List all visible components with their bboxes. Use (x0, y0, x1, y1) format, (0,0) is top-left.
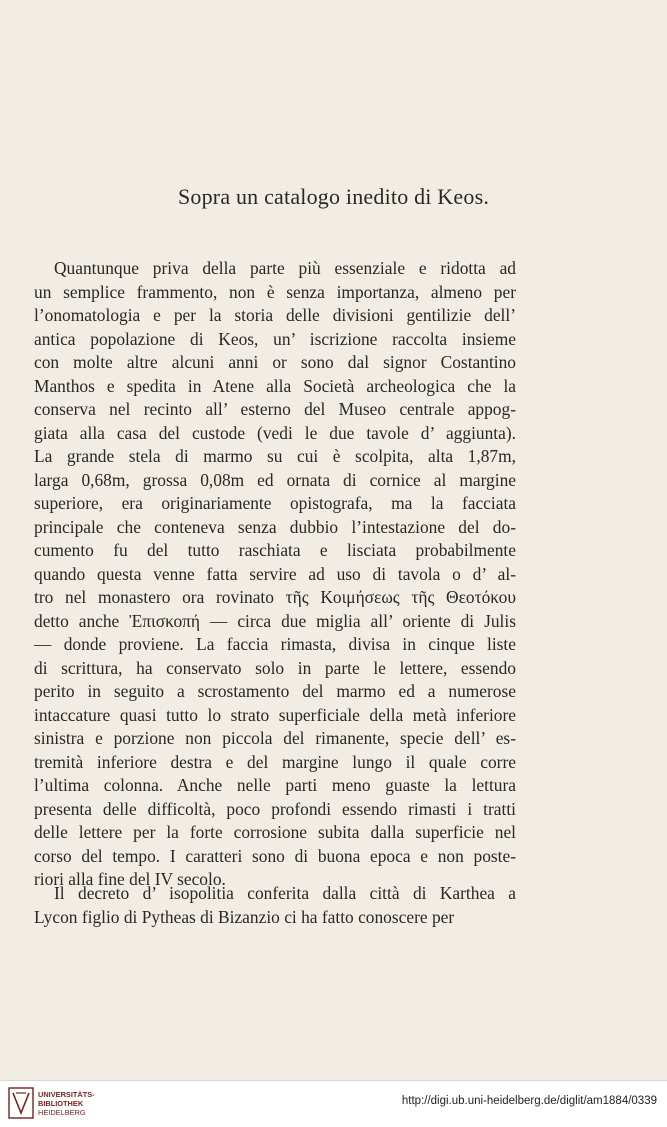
text-line: conserva nel recinto all’ esterno del Museo centrale appog- (34, 399, 516, 419)
text-line: con molte altre alcuni anni or sono dal signor Costantino (34, 352, 516, 372)
article-title: Sopra un catalogo inedito di Keos. (177, 184, 490, 209)
faint-show-through-mark (500, 54, 534, 66)
library-line-1: UNIVERSITÄTS- (38, 1090, 95, 1099)
text-line: tremità inferiore destra e del margine lungo il quale corre (34, 751, 516, 772)
text-line: antica popolazione di Keos, un’ iscrizione raccolta insieme (34, 328, 516, 349)
text-line: larga 0,68m, grossa 0,08m ed ornata di cornice al margine (34, 469, 516, 490)
text-line: tro nel monastero ora rovinato τῆς Κοιμήσεως τῆς Θεοτόκου (34, 587, 516, 607)
footer-divider (0, 1080, 667, 1081)
text-line: giata alla casa del custode (vedi le due tavole d’ aggiunta). (34, 422, 516, 443)
text-line: cumento fu del tutto raschiata e lisciata probabilmente (34, 540, 516, 560)
library-name (38, 1090, 95, 1117)
text-line: principale che conteneva senza dubbio l’intestazione del do- (34, 516, 516, 537)
text-line: superiore, era originariamente opistografa, ma la facciata (34, 493, 516, 513)
university-logo-icon (8, 1087, 34, 1119)
text-line: intaccature quasi tutto lo strato superficiale della metà inferiore (34, 704, 516, 725)
text-line: Quantunque priva della parte più essenziale e ridotta ad (54, 258, 516, 278)
text-line: sinistra e porzione non piccola del rimanente, specie dell’ es- (34, 728, 516, 748)
text-line: un semplice frammento, non è senza importanza, almeno per (34, 281, 516, 302)
text-line: perito in seguito a scrostamento del marmo ed a numerose (34, 681, 516, 701)
source-url-link[interactable]: http://digi.ub.uni-heidelberg.de/diglit/am1884/0339 (401, 1095, 657, 1107)
text-line: delle lettere per la forte corrosione subita dalla superficie nel (34, 822, 516, 842)
text-line: Manthos e spedita in Atene alla Società archeologica che la (34, 375, 516, 396)
text-line: l’ultima colonna. Anche nelle parti meno guaste la lettura (34, 775, 516, 795)
text-line: riori alla fine del IV secolo. (34, 869, 226, 889)
text-line: di scrittura, ha conservato solo in parte le lettere, essendo (34, 657, 516, 678)
text-line: corso del tempo. I caratteri sono di buona epoca e non poste- (34, 845, 516, 866)
text-line: l’onomatologia e per la storia delle divisioni gentilizie dell’ (34, 305, 516, 325)
library-line-3: HEIDELBERG (38, 1108, 86, 1117)
text-line: detto anche Ἐπισκοπή — circa due miglia all’ oriente di Julis (34, 610, 516, 631)
paragraph-1 (34, 257, 516, 892)
text-line: Lycon figlio di Pytheas di Bizanzio ci ha fatto conoscere per (34, 906, 455, 927)
text-line: — donde proviene. La faccia rimasta, divisa in cinque liste (34, 634, 516, 654)
text-line: Il decreto d’ isopolitia conferita dalla città di Karthea a (54, 883, 516, 903)
paragraph-2 (34, 882, 516, 929)
library-line-2: BIBLIOTHEK (38, 1099, 84, 1108)
text-line: presenta delle difficoltà, poco profondi essendo rimasti i tratti (34, 798, 516, 819)
text-line: La grande stela di marmo su cui è scolpita, alta 1,87m, (34, 446, 516, 466)
text-line: quando questa venne fatta servire ad uso di tavola o d’ al- (34, 563, 516, 584)
